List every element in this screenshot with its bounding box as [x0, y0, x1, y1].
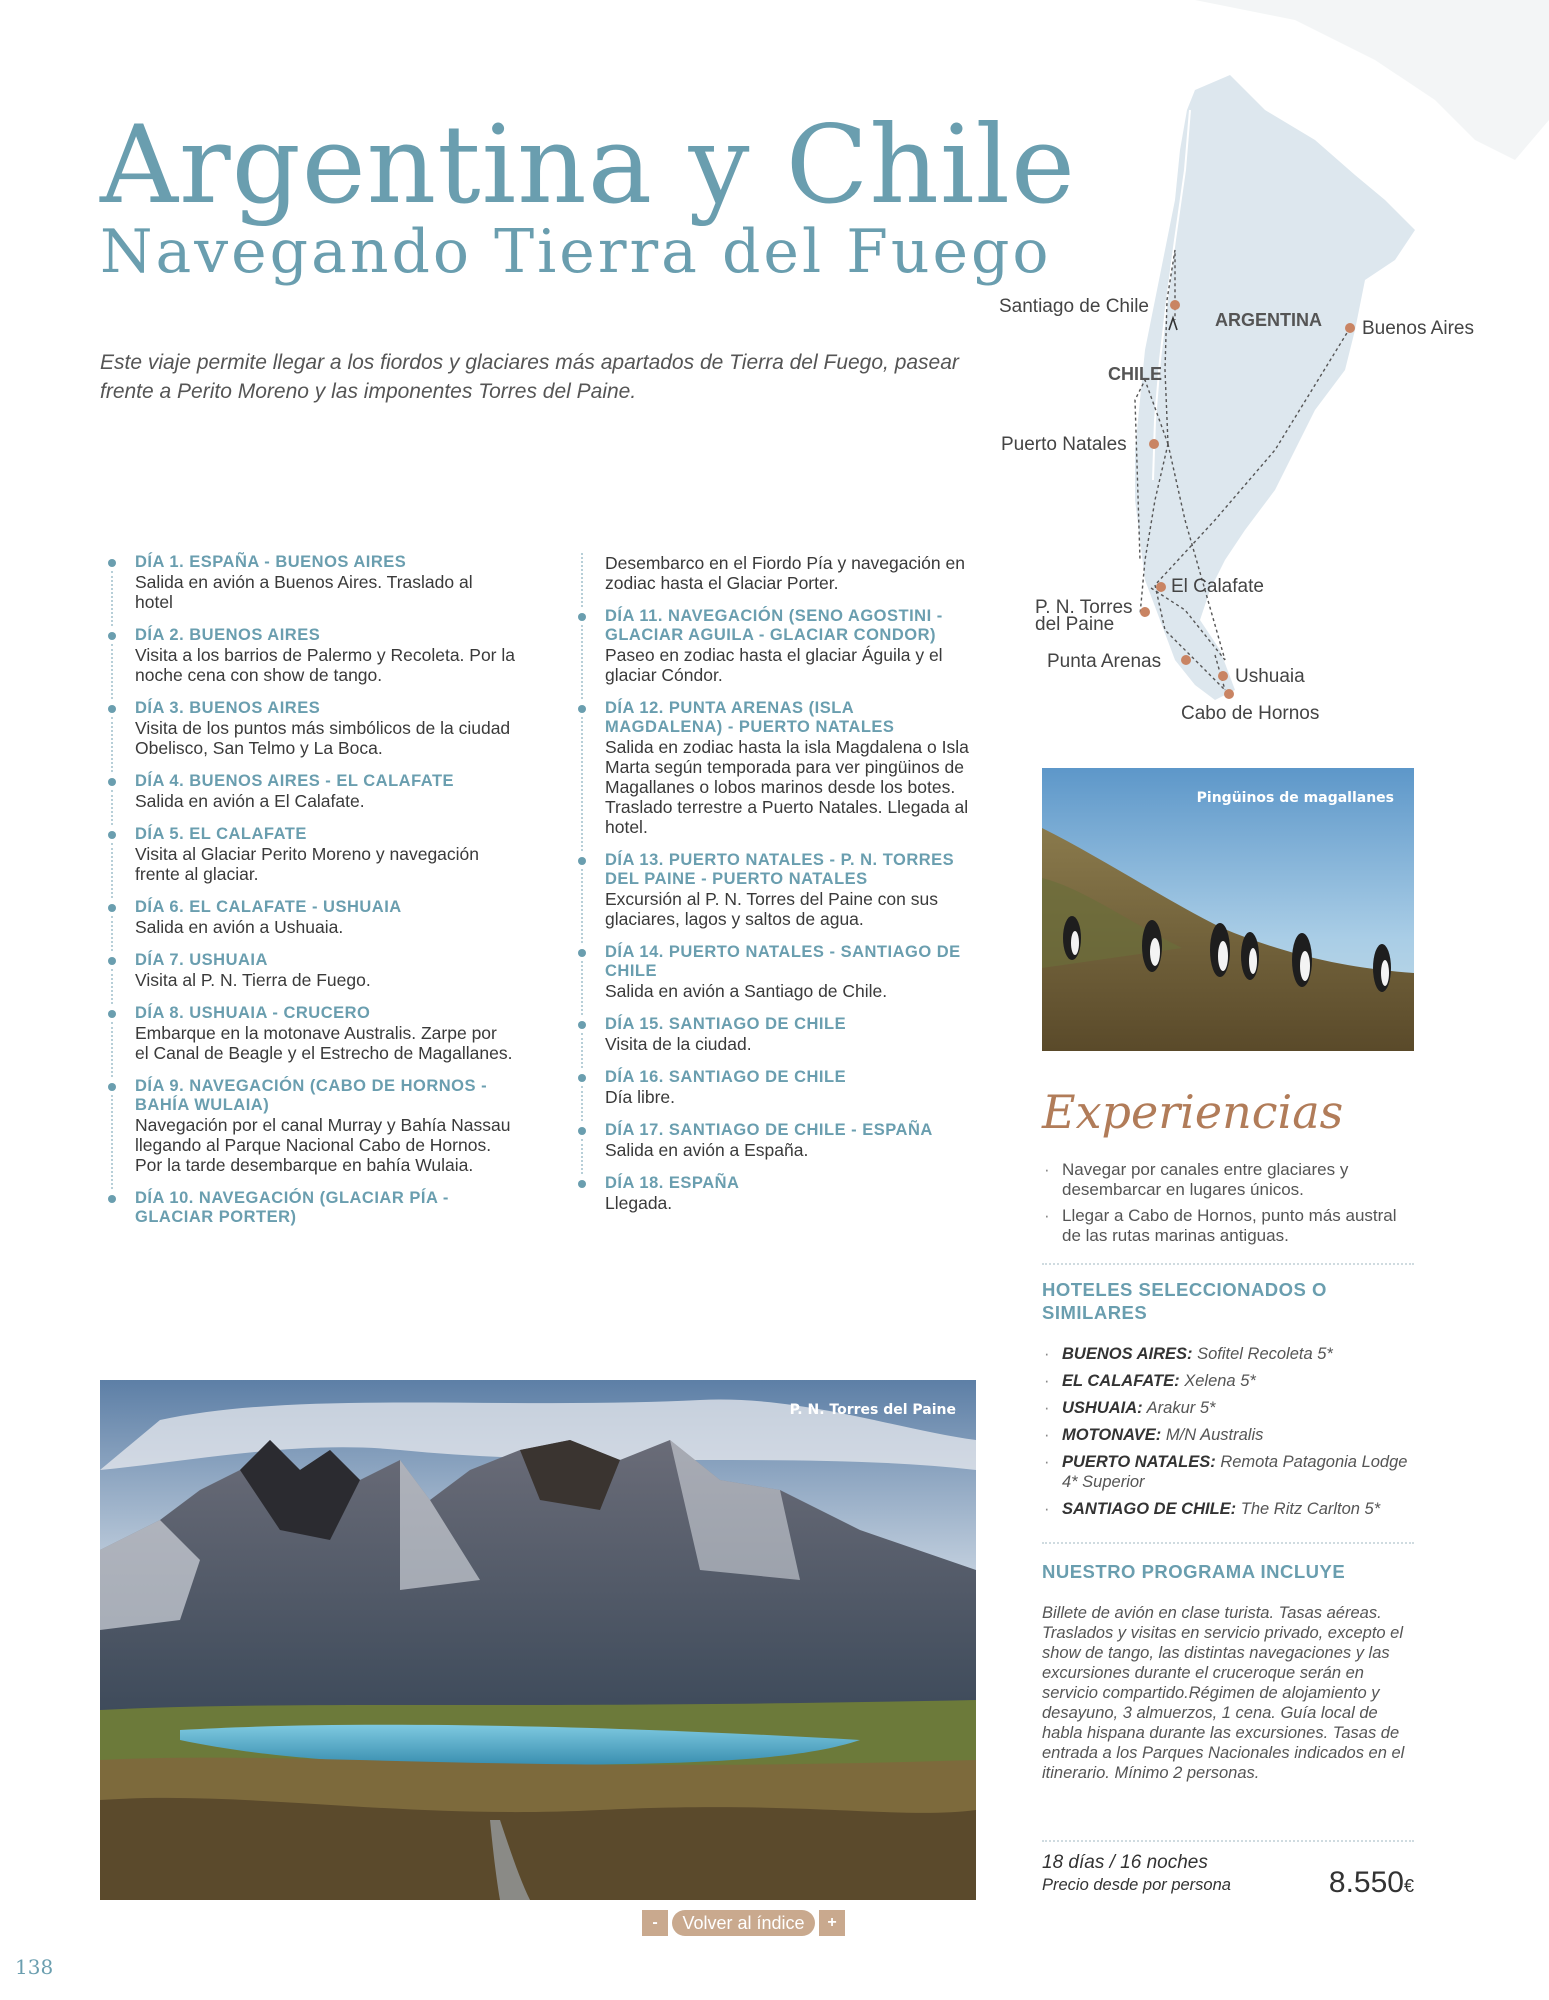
- map-label-buenos-aires: Buenos Aires: [1362, 318, 1474, 339]
- day-description: Salida en zodiac hasta la isla Magdalena o Isla Marta según temporada para ver pingüinos de Magallanes o lobos marinos desde los botes. Traslado terrestre a Puerto Natales. Llegada al hotel.: [605, 737, 969, 837]
- experiences-title: Experiencias: [1042, 1085, 1344, 1139]
- day-title: DÍA 7. USHUAIA: [135, 951, 268, 969]
- itinerary-day: [105, 1189, 515, 1227]
- day-title: DÍA 5. EL CALAFATE: [135, 825, 307, 843]
- map-labels: [995, 0, 1549, 740]
- day-description: Paseo en zodiac hasta el glaciar Águila y el glaciar Cóndor.: [605, 645, 943, 685]
- previous-button[interactable]: -: [642, 1910, 668, 1936]
- map-label-chile: CHILE: [1108, 364, 1162, 384]
- day-title: DÍA 3. BUENOS AIRES: [135, 699, 321, 717]
- hotels-heading: HOTELES SELECCIONADOS O SIMILARES: [1042, 1279, 1327, 1323]
- map-label-puerto-natales: Puerto Natales: [1001, 434, 1127, 455]
- day-description: Navegación por el canal Murray y Bahía Nassau llegando al Parque Nacional Cabo de Hornos. Por la tarde desembarque en bahía Wulaia.: [135, 1115, 511, 1175]
- day-description: Desembarco en el Fiordo Pía y navegación en zodiac hasta el Glaciar Porter.: [605, 553, 965, 593]
- day-description: Salida en avión a Santiago de Chile.: [605, 981, 888, 1001]
- price-block: [1042, 1852, 1414, 1899]
- day-description: Día libre.: [605, 1087, 676, 1107]
- price-value: 8.550€: [1328, 1866, 1414, 1899]
- page-title: Argentina y Chile: [100, 103, 1076, 228]
- day-title: DÍA 11. NAVEGACIÓN (SENO AGOSTINI - GLACIAR AGUILA - GLACIAR CONDOR): [605, 607, 943, 644]
- day-title: DÍA 1. ESPAÑA - BUENOS AIRES: [135, 553, 407, 571]
- day-title: DÍA 2. BUENOS AIRES: [135, 626, 321, 644]
- day-description: Visita al P. N. Tierra de Fuego.: [135, 970, 371, 990]
- list-item: · SANTIAGO DE CHILE: The Ritz Carlton 5*: [1042, 1499, 1414, 1519]
- itinerary-day: [575, 1015, 975, 1054]
- itinerary-column-1: [105, 553, 515, 1241]
- itinerary-day: [575, 943, 975, 1001]
- itinerary-day: [575, 1068, 975, 1107]
- penguins-caption: Pingüinos de magallanes: [1196, 790, 1394, 806]
- list-item: · PUERTO NATALES: Remota Patagonia Lodge 4* Superior: [1042, 1452, 1414, 1492]
- includes-text: Billete de avión en clase turista. Tasas aéreas. Traslados y visitas en servicio privado, excepto el show de tango, las distintas navegaciones y las excursiones durante el cruceroque serán en servicio compartido.Régimen de alojamiento y desayuno, 3 almuerzos, 1 cena. Guía local de habla hispana durante las excursiones. Tasas de entrada a los Parques Nacionales indicados en el itinerario. Mínimo 2 personas.: [1042, 1604, 1405, 1782]
- day-title: DÍA 15. SANTIAGO DE CHILE: [605, 1015, 847, 1033]
- landscape-illustration: [100, 1380, 976, 1900]
- itinerary-day: [575, 1174, 975, 1213]
- itinerary-day: [105, 1004, 515, 1063]
- day-description: Visita de los puntos más simbólicos de la ciudad Obelisco, San Telmo y La Boca.: [135, 718, 511, 758]
- main-photo-caption: P. N. Torres del Paine: [789, 1402, 956, 1418]
- day-title: DÍA 14. PUERTO NATALES - SANTIAGO DE CHILE: [605, 943, 961, 980]
- day-title: DÍA 9. NAVEGACIÓN (CABO DE HORNOS - BAHÍA WULAIA): [135, 1077, 488, 1114]
- itinerary-day: [575, 1121, 975, 1160]
- map-label-cabo-de-hornos: Cabo de Hornos: [1181, 703, 1320, 724]
- list-item: · Navegar por canales entre glaciares y desembarcar en lugares únicos.: [1042, 1160, 1414, 1200]
- day-description: Visita a los barrios de Palermo y Recoleta. Por la noche cena con show de tango.: [135, 645, 515, 685]
- day-description: Salida en avión a Buenos Aires. Traslado al hotel: [135, 572, 473, 612]
- penguins-illustration: [1042, 768, 1414, 1051]
- day-title: DÍA 6. EL CALAFATE - USHUAIA: [135, 898, 402, 916]
- itinerary-day: [105, 699, 515, 758]
- itinerary-continuation: [575, 553, 975, 593]
- list-item: · BUENOS AIRES: Sofitel Recoleta 5*: [1042, 1344, 1414, 1364]
- day-title: DÍA 10. NAVEGACIÓN (GLACIAR PÍA - GLACIAR PORTER): [135, 1189, 449, 1226]
- experiences-list: [1042, 1160, 1414, 1252]
- itinerary-day: [575, 851, 975, 929]
- day-title: DÍA 12. PUNTA ARENAS (ISLA MAGDALENA) - PUERTO NATALES: [605, 699, 895, 736]
- map-label-santiago: Santiago de Chile: [999, 296, 1149, 317]
- back-to-index-button[interactable]: Volver al índice: [672, 1910, 814, 1936]
- itinerary-day: [105, 825, 515, 884]
- day-description: Visita de la ciudad.: [605, 1034, 752, 1054]
- map-label-argentina: ARGENTINA: [1215, 310, 1322, 330]
- divider: [1042, 1542, 1414, 1544]
- day-description: Salida en avión a España.: [605, 1140, 809, 1160]
- index-navigation: [642, 1910, 845, 1940]
- day-title: DÍA 13. PUERTO NATALES - P. N. TORRES DEL PAINE - PUERTO NATALES: [605, 851, 955, 888]
- list-item: · EL CALAFATE: Xelena 5*: [1042, 1371, 1414, 1391]
- intro-text: Este viaje permite llegar a los fiordos y glaciares más apartados de Tierra del Fuego, pasear frente a Perito Moreno y las imponentes Torres del Paine.: [100, 351, 959, 403]
- includes-heading: NUESTRO PROGRAMA INCLUYE: [1042, 1561, 1346, 1582]
- itinerary-day: [105, 626, 515, 685]
- map-label-ushuaia: Ushuaia: [1235, 666, 1305, 687]
- itinerary-day: [575, 607, 975, 685]
- day-description: Salida en avión a El Calafate.: [135, 791, 365, 811]
- duration: 18 días / 16 noches: [1042, 1852, 1208, 1873]
- day-description: Salida en avión a Ushuaia.: [135, 917, 344, 937]
- map-label-punta-arenas: Punta Arenas: [1047, 651, 1162, 672]
- penguins-photo: [1042, 768, 1414, 1051]
- map-label-torres-del-paine: P. N. Torres del Paine: [1035, 597, 1133, 635]
- divider: [1042, 1840, 1414, 1842]
- price-label: Precio desde por persona: [1042, 1876, 1231, 1894]
- itinerary-day: [575, 699, 975, 837]
- map-label-el-calafate: El Calafate: [1171, 576, 1264, 597]
- day-description: Visita al Glaciar Perito Moreno y navegación frente al glaciar.: [135, 844, 480, 884]
- day-title: DÍA 17. SANTIAGO DE CHILE - ESPAÑA: [605, 1121, 933, 1139]
- itinerary-column-2: [575, 553, 975, 1227]
- list-item: · USHUAIA: Arakur 5*: [1042, 1398, 1414, 1418]
- itinerary-day: [105, 951, 515, 990]
- list-item: · MOTONAVE: M/N Australis: [1042, 1425, 1414, 1445]
- page-subtitle: Navegando Tierra del Fuego: [100, 217, 1052, 287]
- itinerary-day: [105, 898, 515, 937]
- day-title: DÍA 8. USHUAIA - CRUCERO: [135, 1004, 371, 1022]
- itinerary-day: [105, 772, 515, 811]
- next-button[interactable]: +: [819, 1910, 845, 1936]
- day-description: Excursión al P. N. Torres del Paine con sus glaciares, lagos y saltos de agua.: [605, 889, 938, 929]
- hotels-list: [1042, 1344, 1414, 1526]
- day-title: DÍA 4. BUENOS AIRES - EL CALAFATE: [135, 772, 455, 790]
- day-title: DÍA 16. SANTIAGO DE CHILE: [605, 1068, 847, 1086]
- divider: [1042, 1263, 1414, 1265]
- day-title: DÍA 18. ESPAÑA: [605, 1174, 740, 1192]
- day-description: Llegada.: [605, 1193, 673, 1213]
- itinerary-day: [105, 553, 515, 612]
- day-description: Embarque en la motonave Australis. Zarpe por el Canal de Beagle y el Estrecho de Magallanes.: [135, 1023, 513, 1063]
- page-number: 138: [15, 1955, 54, 1979]
- torres-del-paine-photo: [100, 1380, 976, 1900]
- itinerary-day: [105, 1077, 515, 1175]
- list-item: · Llegar a Cabo de Hornos, punto más austral de las rutas marinas antiguas.: [1042, 1206, 1414, 1246]
